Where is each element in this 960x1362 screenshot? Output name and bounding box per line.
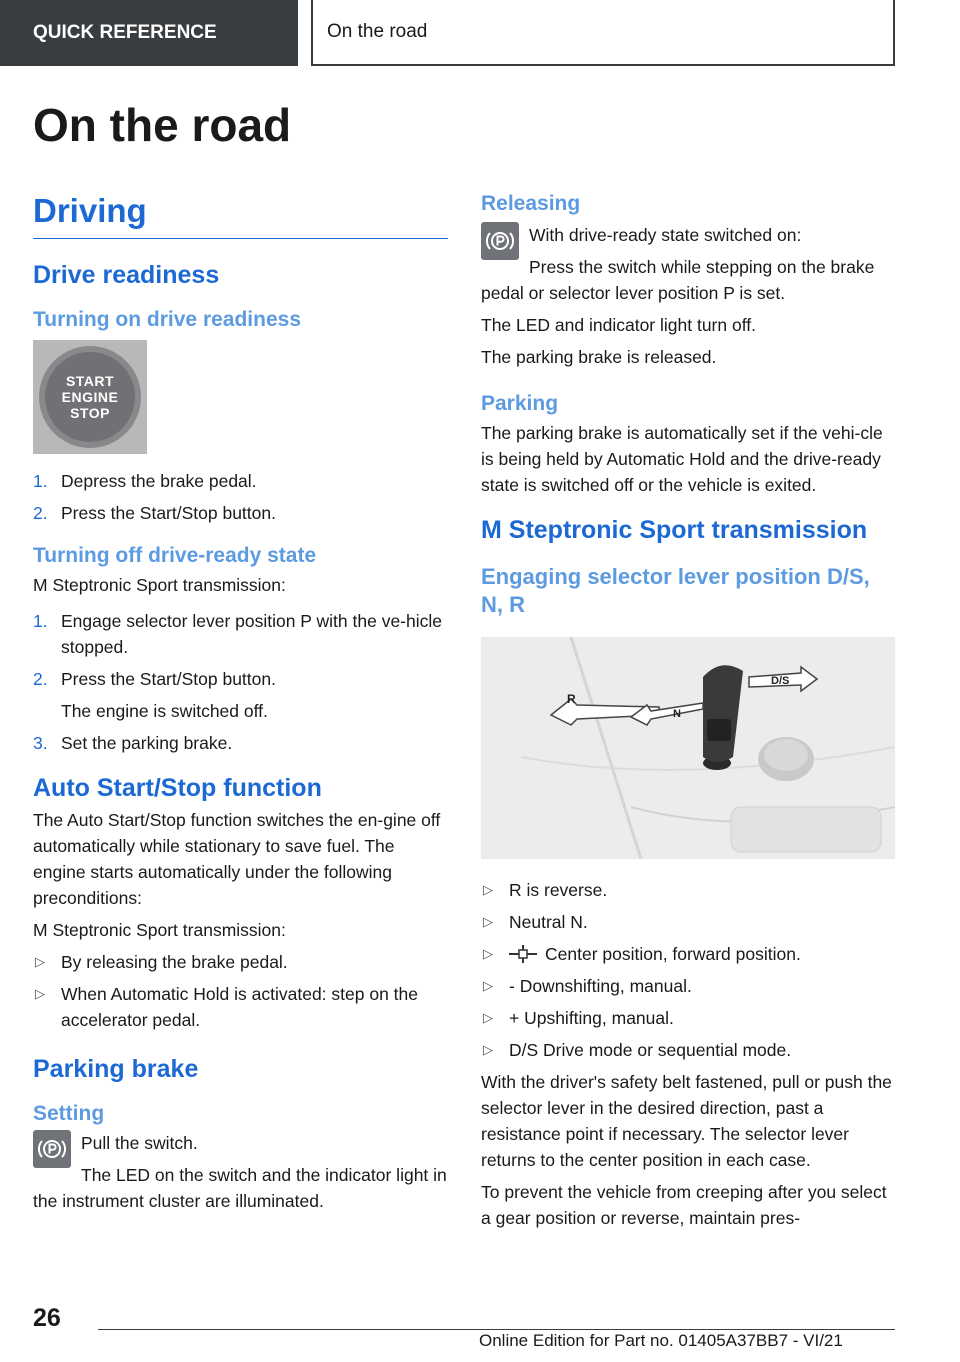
parking-brake-heading: Parking brake <box>33 1055 199 1083</box>
bullet-text: R is reverse. <box>509 880 608 900</box>
releasing-text-1: With drive-ready state switched on: <box>529 225 802 245</box>
parking-heading: Parking <box>481 392 559 415</box>
header-section-tab <box>0 0 298 66</box>
auto-start-stop-intro: M Steptronic Sport transmission: <box>33 920 286 940</box>
gear-label-ds: D/S <box>771 675 790 687</box>
turning-on-heading: Turning on drive readiness <box>33 308 301 331</box>
triangle-bullet-icon: ▷ <box>483 1042 493 1057</box>
start-label: START <box>65 373 115 389</box>
center-position-icon <box>509 944 537 962</box>
triangle-bullet-icon: ▷ <box>35 954 45 969</box>
list-item <box>33 666 448 724</box>
list-item <box>481 973 895 999</box>
releasing-text-3: The LED and indicator light turn off. <box>481 315 756 335</box>
step-text: Engage selector lever position P with the ve‐hicle stopped. <box>61 611 443 657</box>
list-item <box>481 909 895 935</box>
step-text: Press the Start/Stop button. <box>61 669 276 689</box>
step-subtext: The engine is switched off. <box>61 701 268 721</box>
parking-text: The parking brake is automatically set if the vehi‐cle is being held by Automatic Hold and the drive-ready state is switched off or the vehicle is exited. <box>481 423 883 495</box>
setting-heading: Setting <box>33 1102 105 1125</box>
step-number: 1. <box>33 611 48 631</box>
triangle-bullet-icon: ▷ <box>483 914 493 929</box>
list-item <box>33 730 448 756</box>
bullet-text: D/S Drive mode or sequential mode. <box>509 1040 792 1060</box>
list-item <box>33 500 448 526</box>
page-number: 26 <box>33 1304 61 1332</box>
step-number: 3. <box>33 733 48 753</box>
header-chapter-tab <box>311 0 895 66</box>
selector-paragraph-1: With the driver's safety belt fastened, pull or push the selector lever in the desired direction, past a resistance point if necessary. The selector lever returns to the center position in each case. <box>481 1072 892 1170</box>
page-title: On the road <box>33 99 292 151</box>
list-item <box>33 468 448 494</box>
step-text: Set the parking brake. <box>61 733 233 753</box>
list-item <box>33 981 448 1033</box>
selector-paragraph-2: To prevent the vehicle from creeping after you select a gear position or reverse, maintain pres‐ <box>481 1182 887 1228</box>
step-number: 2. <box>33 669 48 689</box>
list-item <box>481 1037 895 1063</box>
auto-start-stop-text: The Auto Start/Stop function switches the en‐gine off automatically while stationary to save fuel. The engine starts automatically under the following preconditions: <box>33 810 441 908</box>
releasing-text-4: The parking brake is released. <box>481 347 717 367</box>
header-section-label: QUICK REFERENCE <box>33 22 217 43</box>
list-item <box>481 877 895 903</box>
parking-brake-icon <box>481 222 519 260</box>
transmission-heading: M Steptronic Sport transmission <box>481 516 868 544</box>
bullet-text: When Automatic Hold is activated: step on the accelerator pedal. <box>61 984 418 1030</box>
setting-text-2: The LED on the switch and the indicator light in the instrument cluster are illuminated. <box>33 1165 447 1211</box>
bullet-text: Center position, forward position. <box>545 944 801 964</box>
start-engine-stop-button-image <box>33 340 147 454</box>
triangle-bullet-icon: ▷ <box>483 1010 493 1025</box>
setting-block <box>33 1130 448 1214</box>
triangle-bullet-icon: ▷ <box>483 882 493 897</box>
gear-label-r: R <box>567 692 576 706</box>
list-item <box>33 608 448 660</box>
releasing-text-2: Press the switch while stepping on the brake pedal or selector lever position P is set. <box>481 257 875 303</box>
footer-divider <box>98 1329 895 1330</box>
step-text: Press the Start/Stop button. <box>61 503 276 523</box>
drive-readiness-heading: Drive readiness <box>33 261 220 289</box>
step-number: 1. <box>33 471 48 491</box>
gear-bullets <box>481 877 895 1063</box>
right-column <box>481 192 895 1231</box>
list-item <box>481 941 895 967</box>
bullet-text: Neutral N. <box>509 912 588 932</box>
stop-label: STOP <box>70 405 110 421</box>
gear-label-n: N <box>673 708 681 720</box>
releasing-heading: Releasing <box>481 192 581 215</box>
list-item <box>481 1005 895 1031</box>
setting-text-1: Pull the switch. <box>81 1133 198 1153</box>
left-column <box>33 192 448 1214</box>
engaging-heading: Engaging selector lever position D/S, N, R <box>481 564 870 617</box>
footer-edition: Online Edition for Part no. 01405A37BB7 - VI/21 <box>479 1331 843 1350</box>
bullet-text: + Upshifting, manual. <box>509 1008 674 1028</box>
auto-start-stop-bullets <box>33 949 448 1033</box>
engine-label: ENGINE <box>61 389 119 405</box>
bullet-text: By releasing the brake pedal. <box>61 952 288 972</box>
triangle-bullet-icon: ▷ <box>483 946 493 961</box>
turning-off-heading: Turning off drive-ready state <box>33 544 317 567</box>
step-number: 2. <box>33 503 48 523</box>
driving-heading: Driving <box>33 192 448 239</box>
triangle-bullet-icon: ▷ <box>35 986 45 1001</box>
bullet-text: - Downshifting, manual. <box>509 976 692 996</box>
selector-lever-image <box>481 637 895 859</box>
step-text: Depress the brake pedal. <box>61 471 257 491</box>
turning-on-steps <box>33 468 448 526</box>
parking-brake-icon <box>33 1130 71 1168</box>
triangle-bullet-icon: ▷ <box>483 978 493 993</box>
turning-off-intro: M Steptronic Sport transmission: <box>33 575 286 595</box>
header-chapter-label: On the road <box>327 21 428 42</box>
turning-off-steps <box>33 608 448 756</box>
releasing-block <box>481 222 895 306</box>
auto-start-stop-heading: Auto Start/Stop function <box>33 774 322 802</box>
list-item <box>33 949 448 975</box>
